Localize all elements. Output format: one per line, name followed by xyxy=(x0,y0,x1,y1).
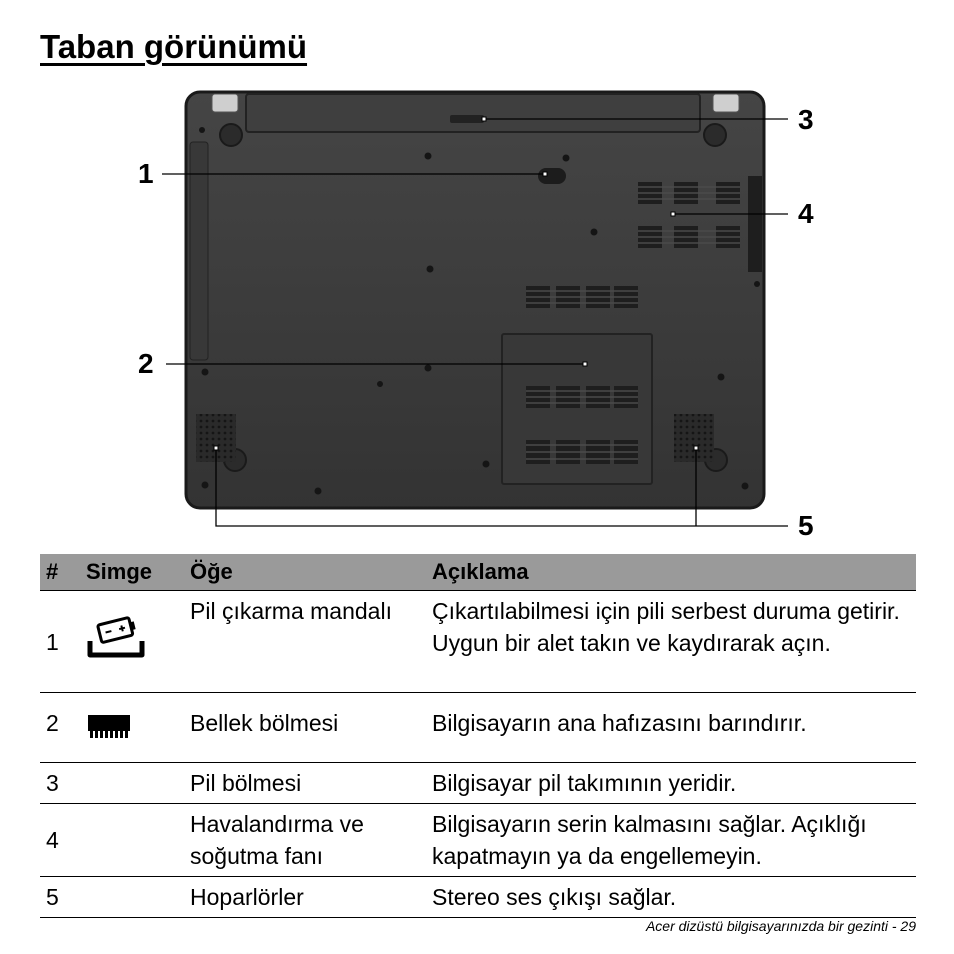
row-item: Pil bölmesi xyxy=(184,763,426,804)
header-item: Öğe xyxy=(184,554,426,591)
battery-compartment-slot xyxy=(450,115,484,123)
callout-2: 2 xyxy=(138,348,154,379)
hinge-right xyxy=(713,94,739,112)
laptop-bottom-illustration xyxy=(0,88,954,538)
battery-release-latch-icon xyxy=(86,615,150,661)
rubber-foot xyxy=(220,124,242,146)
row-icon-cell xyxy=(80,693,184,763)
row-description: Bilgisayar pil takımının yeridir. xyxy=(426,763,916,804)
page-title: Taban görünümü xyxy=(40,28,308,65)
header-icon: Simge xyxy=(80,554,184,591)
table-row xyxy=(40,591,916,693)
callout-4: 4 xyxy=(798,198,814,229)
row-item: Pil çıkarma mandalı xyxy=(184,591,426,693)
components-table xyxy=(40,554,916,918)
callout-3: 3 xyxy=(798,104,814,135)
laptop-bottom-view-figure xyxy=(0,88,954,541)
rubber-foot xyxy=(704,124,726,146)
table-row xyxy=(40,804,916,877)
row-icon-cell xyxy=(80,591,184,693)
hinge-left xyxy=(212,94,238,112)
row-number: 1 xyxy=(40,591,80,693)
table-row xyxy=(40,693,916,763)
row-description: Çıkartılabilmesi için pili serbest duruma getirir. Uygun bir alet takın ve kaydırarak açın. xyxy=(426,591,916,693)
row-number: 2 xyxy=(40,693,80,763)
header-number: # xyxy=(40,554,80,591)
row-number: 3 xyxy=(40,763,80,804)
table-header-row xyxy=(40,554,916,591)
row-icon-cell xyxy=(80,877,184,918)
row-item: Havalandırma ve soğutma fanı xyxy=(184,804,426,877)
row-description: Stereo ses çıkışı sağlar. xyxy=(426,877,916,918)
table-row xyxy=(40,763,916,804)
row-icon-cell xyxy=(80,763,184,804)
row-item: Hoparlörler xyxy=(184,877,426,918)
row-number: 5 xyxy=(40,877,80,918)
row-description: Bilgisayarın serin kalmasını sağlar. Açıklığı kapatmayın ya da engellemeyin. xyxy=(426,804,916,877)
battery-release-latch xyxy=(538,168,566,184)
page-footer: Acer dizüstü bilgisayarınızda bir gezinti - 29 xyxy=(645,918,916,934)
callout-5: 5 xyxy=(798,510,814,541)
header-description: Açıklama xyxy=(426,554,916,591)
speaker-right xyxy=(674,414,714,462)
table-row xyxy=(40,877,916,918)
memory-module-icon xyxy=(86,711,132,743)
battery-compartment xyxy=(246,94,700,132)
row-number: 4 xyxy=(40,804,80,877)
row-item: Bellek bölmesi xyxy=(184,693,426,763)
side-rail xyxy=(190,142,208,360)
row-description: Bilgisayarın ana hafızasını barındırır. xyxy=(426,693,916,763)
callout-1: 1 xyxy=(138,158,154,189)
row-icon-cell xyxy=(80,804,184,877)
